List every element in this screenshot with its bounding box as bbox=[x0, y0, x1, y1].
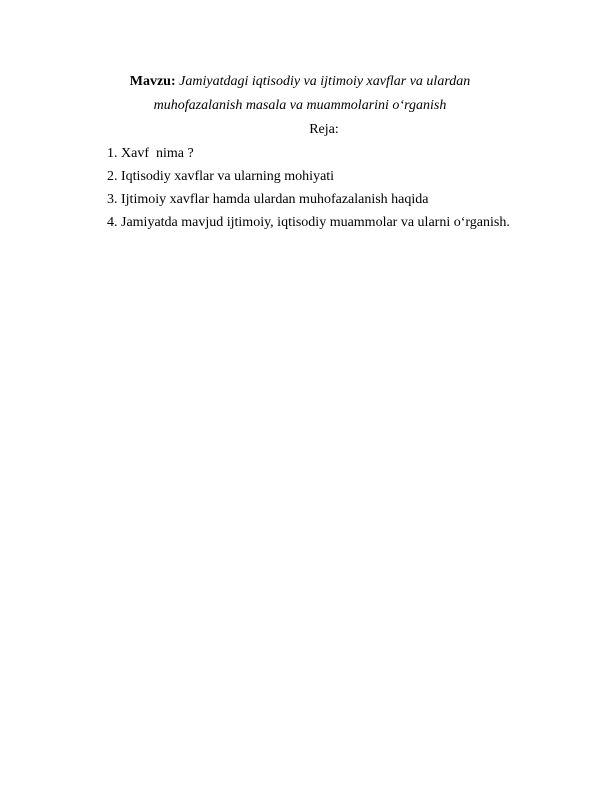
topic-title-line-1 bbox=[100, 70, 500, 94]
plan-heading: Reja: bbox=[309, 122, 339, 137]
topic-title bbox=[100, 70, 500, 118]
topic-title-line-2 bbox=[100, 94, 500, 118]
plan-item: 1. Xavf nima ? bbox=[107, 146, 194, 161]
topic-label: Mavzu: bbox=[129, 74, 176, 89]
plan-item: 4. Jamiyatda mavjud ijtimoiy, iqtisodiy muammolar va ularni o‘rganish. bbox=[107, 215, 510, 230]
topic-text-line-1: Jamiyatdagi iqtisodiy va ijtimoiy xavflar va ulardan bbox=[179, 74, 471, 89]
topic-text-line-2: muhofazalanish masala va muammolarini o‘rganish bbox=[153, 98, 447, 113]
plan-item: 3. Ijtimoiy xavflar hamda ulardan muhofazalanish haqida bbox=[107, 192, 429, 207]
plan-list bbox=[107, 142, 510, 234]
plan-item: 2. Iqtisodiy xavflar va ularning mohiyati bbox=[107, 169, 335, 184]
